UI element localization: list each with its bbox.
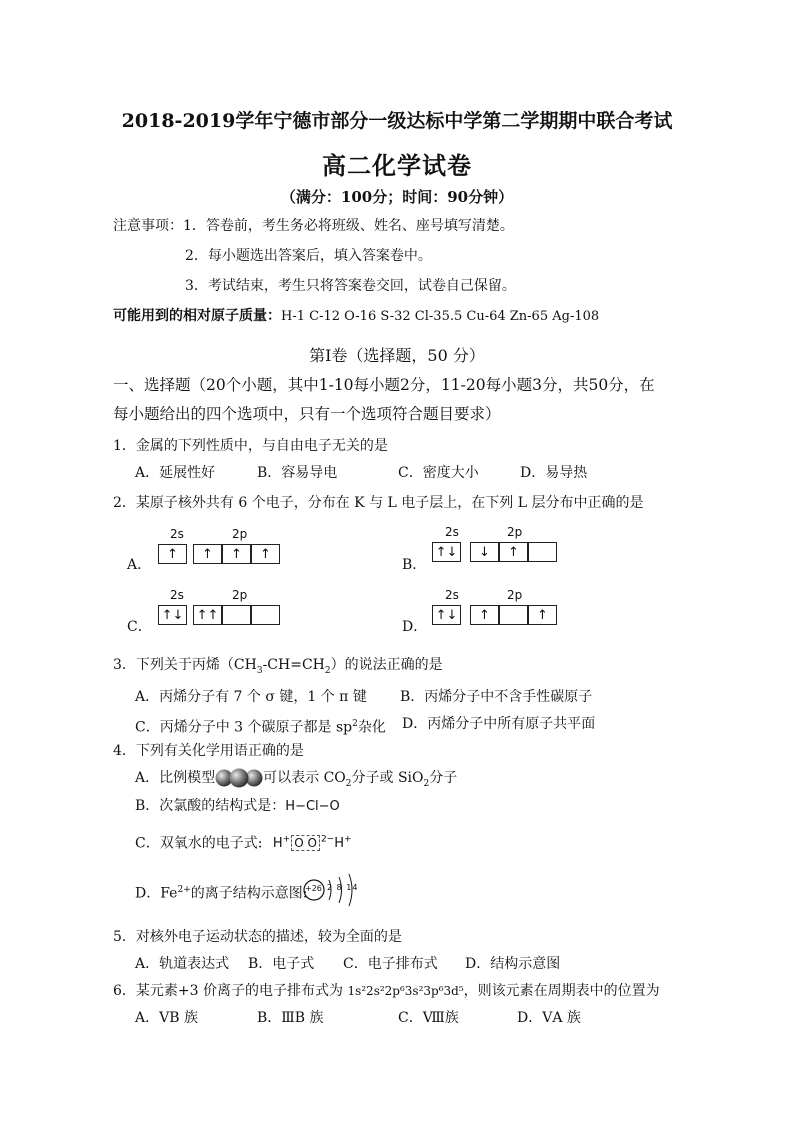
q5-option-b: B．电子式 [248, 956, 315, 972]
q1-option-c: C．密度大小 [398, 465, 479, 481]
q3-stem [113, 655, 443, 681]
q4-c-plus2: + [344, 835, 352, 845]
q4-c-bracket: O O [291, 835, 320, 851]
q2-c-2p-label: 2p [232, 588, 248, 602]
ion-shell-electrons: 2 8 14 [327, 883, 359, 892]
q3-option-d: D．丙烯分子中所有原子共平面 [402, 716, 596, 732]
q2-a-2p-label: 2p [232, 527, 248, 541]
q4-option-b [135, 796, 340, 817]
q4-c-plus1: + [282, 835, 291, 845]
q6-config: 1s²2s²2p⁶3s²3p⁶3d⁵ [347, 984, 464, 998]
q4-c-charge: 2− [320, 835, 335, 845]
q4-c-h1: H [272, 836, 283, 852]
q3-option-c [135, 714, 386, 738]
ion-nucleus-charge: +26 [305, 884, 322, 893]
q6-option-a: A．ⅤB 族 [135, 1010, 198, 1026]
q2-option-c-label: C． [127, 619, 152, 635]
q2-a-2p-box-2: ↑ [222, 544, 251, 564]
q6-stem-post: ，则该元素在周期表中的位置为 [463, 983, 660, 999]
q4-a-pre: A．比例模型 [135, 770, 216, 786]
q2-b-2s-label: 2s [445, 525, 459, 539]
q4-a-post2: 分子或 SiO [351, 770, 424, 786]
q5-option-d: D．结构示意图 [465, 956, 561, 972]
ion-structure-diagram [302, 870, 362, 914]
q3-stem-mid: -CH=CH [262, 657, 325, 673]
q2-c-2p-box-1: ↑↑ [193, 605, 222, 625]
atomic-mass-label: 可能用到的相对原子质量： [113, 308, 281, 324]
q4-c-electron-formula [273, 836, 352, 851]
notice-1: 注意事项：1．答卷前，考生务必将班级、姓名、座号填写清楚。 [113, 218, 514, 234]
q3-sub2: 2 [324, 665, 331, 676]
q6-stem: 6．某元素+3 价离子的电子排布式为 1s²2s²2p⁶3s²3p⁶3d⁵，则该元素在周期表中的位置为 [113, 983, 660, 999]
q4-a-post3: 分子 [429, 770, 458, 786]
q3-c-sup: 2 [352, 719, 358, 729]
q2-c-2s-label: 2s [170, 588, 184, 602]
q3-option-a: A．丙烯分子有 7 个 σ 键，1 个 π 键 [135, 689, 367, 705]
q6-option-b: B．ⅢB 族 [257, 1010, 324, 1026]
q4-option-d [135, 880, 307, 904]
q2-b-2p-box-3 [528, 542, 557, 562]
score-time: （满分：100分；时间：90分钟） [280, 188, 514, 206]
q1-option-a: A．延展性好 [135, 465, 216, 481]
q3-c-pre: C．丙烯分子中 3 个碳原子都是 sp [135, 719, 353, 736]
q2-a-2s-label: 2s [170, 527, 184, 541]
q2-option-a-label: A． [127, 557, 152, 573]
subject-title: 高二化学试卷 [322, 151, 472, 180]
q6-option-d: D．ⅤA 族 [517, 1010, 581, 1026]
q2-option-d-label: D． [402, 619, 428, 635]
q2-d-2p-label: 2p [507, 588, 523, 602]
q2-d-2p-box-3: ↑ [528, 605, 557, 625]
atomic-mass-line [113, 306, 599, 327]
q2-stem: 2．某原子核外共有 6 个电子，分布在 K 与 L 电子层上，在下列 L 层分布中正确的是 [113, 495, 644, 511]
q2-d-2s-label: 2s [445, 588, 459, 602]
q2-b-2s-box: ↑↓ [432, 542, 461, 562]
q2-c-2p-box-3 [251, 605, 280, 625]
exam-title: 2018-2019学年宁德市部分一级达标中学第二学期期中联合考试 [121, 110, 673, 132]
q2-c-2s-box: ↑↓ [158, 605, 187, 625]
q2-a-2p-box-3: ↑ [251, 544, 280, 564]
notice-3: 3．考试结束，考生只将答案卷交回，试卷自己保留。 [185, 278, 516, 294]
q4-stem: 4．下列有关化学用语正确的是 [113, 743, 304, 759]
q2-a-2p-box-1: ↑ [193, 544, 222, 564]
q2-a-2s-box: ↑ [158, 544, 187, 564]
q4-option-a [135, 768, 457, 794]
q4-a-sub1: 2 [345, 778, 352, 789]
q2-b-2p-label: 2p [507, 525, 523, 539]
q2-d-2s-box: ↑↓ [432, 605, 461, 625]
q5-option-c: C．电子排布式 [343, 956, 438, 972]
section-intro-2: 每小题给出的四个选项中，只有一个选项符合题目要求） [113, 405, 501, 423]
q4-b-formula: H−Cl−O [285, 799, 340, 814]
q4-d-sup: 2+ [177, 885, 191, 895]
q3-sub3: 3 [256, 665, 263, 676]
q2-b-2p-box-1: ↓ [470, 542, 499, 562]
q4-c-h2: H [334, 836, 344, 852]
q1-stem: 1．金属的下列性质中，与自由电子无关的是 [113, 438, 388, 454]
q2-d-2p-box-2 [499, 605, 528, 625]
q6-option-c: C．Ⅷ族 [398, 1010, 459, 1026]
q5-option-a: A．轨道表达式 [135, 956, 230, 972]
q4-c-pre: C．双氧水的电子式: [135, 835, 263, 852]
q4-d-post: 的离子结构示意图: [190, 885, 308, 902]
atomic-mass-values: H-1 C-12 O-16 S-32 Cl-35.5 Cu-64 Zn-65 Ag-108 [281, 309, 600, 324]
q4-d-pre: D．Fe [135, 885, 178, 902]
q4-a-sub2: 2 [423, 778, 430, 789]
section-title: 第Ⅰ卷（选择题，50 分） [309, 346, 485, 365]
q4-b-pre: B．次氯酸的结构式是： [135, 798, 286, 814]
q4-option-c [135, 830, 352, 854]
q1-option-d: D．易导热 [520, 465, 588, 481]
q3-option-b: B．丙烯分子中不含手性碳原子 [400, 689, 593, 705]
q1-option-b: B．容易导电 [257, 465, 338, 481]
q3-stem-post: ）的说法正确的是 [330, 657, 443, 673]
q3-c-post: 杂化 [357, 719, 386, 736]
q4-a-post1: 可以表示 CO [263, 770, 346, 786]
ball-model-icon [215, 768, 263, 788]
q5-stem: 5．对核外电子运动状态的描述，较为全面的是 [113, 929, 402, 945]
q2-c-2p-box-2 [222, 605, 251, 625]
q2-option-b-label: B． [402, 557, 427, 573]
q2-d-2p-box-1: ↑ [470, 605, 499, 625]
q3-stem-pre: 3．下列关于丙烯（CH [113, 657, 257, 673]
section-intro-1: 一、选择题（20个小题，其中1-10每小题2分，11-20每小题3分，共50分，在 [113, 376, 655, 394]
notice-2: 2．每小题选出答案后，填入答案卷中。 [185, 248, 432, 264]
q2-b-2p-box-2: ↑ [499, 542, 528, 562]
